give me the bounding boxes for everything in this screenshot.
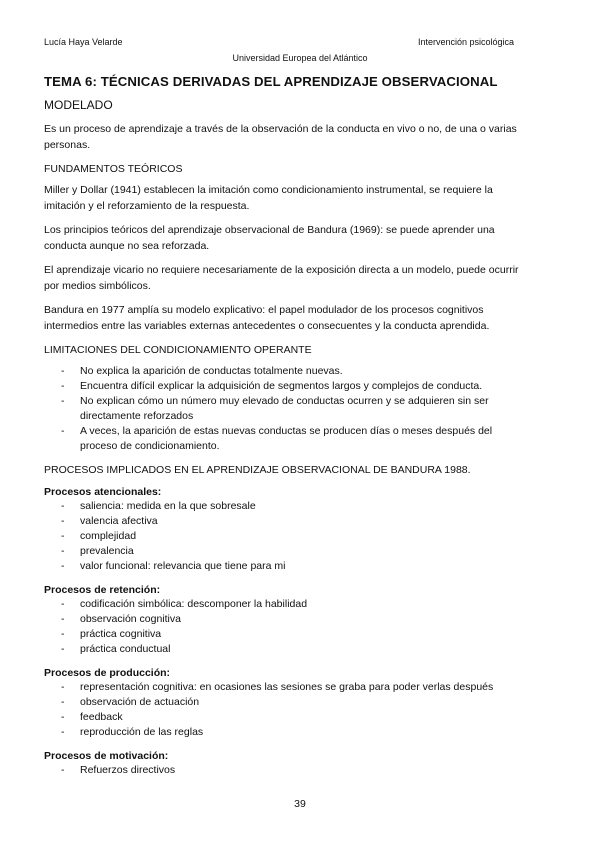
limitaciones-list	[44, 364, 530, 454]
procesos-heading: PROCESOS IMPLICADOS EN EL APRENDIZAJE OBSERVACIONAL DE BANDURA 1988.	[44, 464, 471, 476]
modelado-text: Es un proceso de aprendizaje a través de la observación de la conducta en vivo o no, de una o varias personas.	[44, 123, 517, 151]
chapter-title: TEMA 6: TÉCNICAS DERIVADAS DEL APRENDIZAJE OBSERVACIONAL	[44, 74, 498, 89]
list-item: - codificación simbólica: descomponer la habilidad	[44, 597, 530, 612]
procesos-produccion-title: Procesos de producción:	[44, 667, 171, 679]
procesos-motivacion-list	[44, 763, 530, 778]
page-content	[44, 74, 530, 786]
list-item: - práctica conductual	[44, 642, 530, 657]
fundamentos-heading: FUNDAMENTOS TEÓRICOS	[44, 163, 183, 175]
list-item: - Encuentra difícil explicar la adquisición de segmentos largos y complejos de conducta.	[44, 379, 530, 394]
limitaciones-heading: LIMITACIONES DEL CONDICIONAMIENTO OPERANTE	[44, 344, 312, 356]
list-item: - prevalencia	[44, 544, 530, 559]
list-item: - observación de actuación	[44, 695, 530, 710]
list-item: - representación cognitiva: en ocasiones las sesiones se graba para poder verlas después	[44, 680, 530, 695]
procesos-produccion-list	[44, 680, 530, 740]
procesos-retencion-list	[44, 597, 530, 657]
modelado-heading: MODELADO	[44, 98, 113, 112]
list-item: - saliencia: medida en la que sobresale	[44, 499, 530, 514]
list-item: - valencia afectiva	[44, 514, 530, 529]
fundamentos-paragraph: Miller y Dollar (1941) establecen la imitación como condicionamiento instrumental, se requiere la imitación y el reforzamiento de la respuesta.	[44, 184, 493, 212]
list-item: - práctica cognitiva	[44, 627, 530, 642]
list-item: - valor funcional: relevancia que tiene para mi	[44, 559, 530, 574]
header-course: Intervención psicológica	[417, 37, 514, 47]
page-number: 39	[294, 798, 306, 810]
list-item: - No explican cómo un número muy elevado de conductas ocurren y se adquieren sin ser directamente reforzados	[44, 394, 530, 424]
procesos-atencionales-title: Procesos atencionales:	[44, 486, 162, 498]
procesos-motivacion-title: Procesos de motivación:	[44, 750, 169, 762]
list-item: - complejidad	[44, 529, 530, 544]
list-item: - observación cognitiva	[44, 612, 530, 627]
list-item: - Refuerzos directivos	[44, 763, 530, 778]
list-item: - No explica la aparición de conductas totalmente nuevas.	[44, 364, 530, 379]
fundamentos-paragraph: Los principios teóricos del aprendizaje observacional de Bandura (1969): se puede aprender una conducta aunque no sea reforzada.	[44, 224, 495, 252]
list-item: - A veces, la aparición de estas nuevas conductas se producen días o meses después del proceso de condicionamiento.	[44, 424, 530, 454]
procesos-retencion-title: Procesos de retención:	[44, 584, 161, 596]
list-item: - feedback	[44, 710, 530, 725]
header-university: Universidad Europea del Atlántico	[232, 53, 368, 63]
fundamentos-paragraph: Bandura en 1977 amplía su modelo explicativo: el papel modulador de los procesos cognitivos intermedios entre las variables externas antecedentes o consecuentes y la conducta aprendida.	[44, 304, 490, 332]
list-item: - reproducción de las reglas	[44, 725, 530, 740]
procesos-atencionales-list	[44, 499, 530, 574]
fundamentos-paragraph: El aprendizaje vicario no requiere necesariamente de la exposición directa a un modelo, puede ocurrir por medios simbólicos.	[44, 264, 519, 292]
header-author: Lucía Haya Velarde	[44, 37, 123, 47]
